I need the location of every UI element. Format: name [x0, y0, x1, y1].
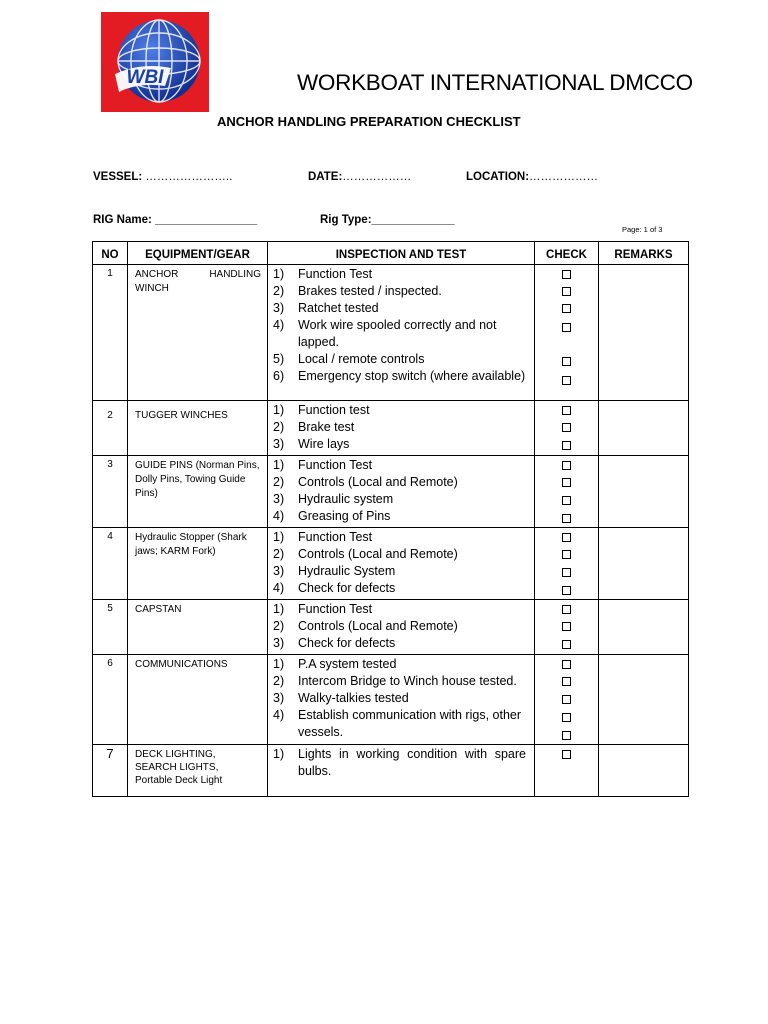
rig-name-value: ________________ [151, 214, 258, 226]
rig-type-field [320, 214, 455, 226]
step-item: 3) Check for defects [273, 636, 396, 650]
vessel-field [93, 171, 232, 183]
row-number: 3 [93, 456, 128, 528]
checkbox[interactable] [562, 695, 571, 704]
equipment-name: CAPSTAN [128, 600, 268, 655]
remarks-cell[interactable] [599, 528, 689, 600]
checkbox[interactable] [562, 622, 571, 631]
inspection-steps [268, 528, 535, 600]
checkbox[interactable] [562, 550, 571, 559]
row-number: 2 [93, 401, 128, 456]
equipment-name: TUGGER WINCHES [128, 401, 268, 456]
checkbox[interactable] [562, 533, 571, 542]
date-field [308, 171, 411, 183]
equipment-name: GUIDE PINS (Norman Pins, Dolly Pins, Towing Guide Pins) [128, 456, 268, 528]
equipment-name [128, 745, 268, 797]
step-item: 3) Hydraulic System [273, 564, 396, 578]
inspection-steps [268, 456, 535, 528]
step-item: 4) Greasing of Pins [273, 509, 391, 523]
remarks-cell[interactable] [599, 600, 689, 655]
step-item: 5) Local / remote controls [273, 352, 425, 366]
inspection-steps [268, 655, 535, 745]
company-logo [101, 12, 209, 112]
globe-icon [101, 12, 209, 112]
rig-type-value: :_____________ [367, 214, 455, 226]
equipment-name: Hydraulic Stopper (Shark jaws; KARM Fork) [128, 528, 268, 600]
step-item: 1) Function Test [273, 267, 373, 281]
step-item: 1) Function test [273, 403, 370, 417]
table-row [93, 265, 689, 401]
step-item: 2) Brake test [273, 420, 355, 434]
checkbox[interactable] [562, 750, 571, 759]
vessel-value: ………………….. [142, 171, 233, 183]
column-header-check: CHECK [535, 242, 599, 265]
step-item: 4) Establish communication with rigs, other vessels. [273, 708, 522, 739]
column-header-inspection: INSPECTION AND TEST [268, 242, 535, 265]
checkbox[interactable] [562, 270, 571, 279]
equipment-name: COMMUNICATIONS [128, 655, 268, 745]
checkbox[interactable] [562, 496, 571, 505]
row-number: 1 [93, 265, 128, 401]
column-header-remarks: REMARKS [599, 242, 689, 265]
checkbox[interactable] [562, 514, 571, 523]
rig-name-label: RIG Name: [93, 214, 152, 226]
rig-type-label: Rig Type [320, 214, 368, 226]
company-name: WORKBOAT INTERNATIONAL DMCCO [297, 70, 693, 95]
checkbox[interactable] [562, 568, 571, 577]
step-item: 3) Walky-talkies tested [273, 691, 409, 705]
step-item: 3) Ratchet tested [273, 301, 379, 315]
equipment-line: DECK LIGHTING, [135, 749, 216, 760]
checklist-table [92, 241, 689, 797]
check-cell [535, 655, 599, 745]
remarks-cell[interactable] [599, 745, 689, 797]
checkbox[interactable] [562, 287, 571, 296]
inspection-steps [268, 745, 535, 797]
date-value: ……………… [342, 171, 412, 183]
checkbox[interactable] [562, 304, 571, 313]
table-row [93, 456, 689, 528]
step-item: 1) Function Test [273, 458, 373, 472]
check-cell [535, 528, 599, 600]
step-item: 1) Function Test [273, 602, 373, 616]
step-item: 4) Check for defects [273, 581, 396, 595]
document-title: ANCHOR HANDLING PREPARATION CHECKLIST [217, 114, 521, 129]
step-item: 1) P.A system tested [273, 657, 397, 671]
svg-text:WBI: WBI [126, 67, 164, 88]
step-item: 1) Lights in working condition with spare bulbs. [273, 747, 526, 778]
checkbox[interactable] [562, 605, 571, 614]
equipment-name: ANCHOR HANDLING WINCH [128, 265, 268, 401]
check-cell [535, 456, 599, 528]
table-row [93, 401, 689, 456]
column-header-no: NO [93, 242, 128, 265]
checkbox[interactable] [562, 441, 571, 450]
table-row [93, 745, 689, 797]
date-label: DATE: [308, 171, 343, 183]
step-item: 2) Controls (Local and Remote) [273, 547, 458, 561]
check-cell [535, 265, 599, 401]
rig-name-field [93, 214, 257, 226]
step-item: 2) Intercom Bridge to Winch house tested. [273, 674, 517, 688]
checkbox[interactable] [562, 586, 571, 595]
location-field [466, 171, 598, 183]
equipment-line: Portable Deck Light [135, 775, 223, 786]
table-row [93, 600, 689, 655]
row-number: 5 [93, 600, 128, 655]
vessel-label: VESSEL: [93, 171, 143, 183]
checkbox[interactable] [562, 677, 571, 686]
table-header-row [93, 242, 689, 265]
checkbox[interactable] [562, 423, 571, 432]
location-value: ……………… [529, 171, 599, 183]
checkbox[interactable] [562, 406, 571, 415]
checkbox[interactable] [562, 731, 571, 740]
remarks-cell[interactable] [599, 401, 689, 456]
step-item: 2) Controls (Local and Remote) [273, 619, 458, 633]
table-row [93, 655, 689, 745]
remarks-cell[interactable] [599, 265, 689, 401]
inspection-steps [268, 401, 535, 456]
checkbox[interactable] [562, 640, 571, 649]
check-cell [535, 401, 599, 456]
row-number: 7 [93, 745, 128, 797]
column-header-equipment: EQUIPMENT/GEAR [128, 242, 268, 265]
equipment-line: SEARCH LIGHTS, [135, 762, 219, 773]
step-item: 3) Wire lays [273, 437, 350, 451]
step-item: 6) Emergency stop switch (where available) [273, 369, 526, 383]
check-cell [535, 600, 599, 655]
checkbox[interactable] [562, 323, 571, 332]
step-item: 4) Work wire spooled correctly and not lapped. [273, 318, 497, 349]
inspection-steps [268, 265, 535, 401]
location-label: LOCATION: [466, 171, 530, 183]
checkbox[interactable] [562, 713, 571, 722]
remarks-cell[interactable] [599, 456, 689, 528]
step-item: 2) Brakes tested / inspected. [273, 284, 442, 298]
step-item: 2) Controls (Local and Remote) [273, 475, 458, 489]
step-item: 3) Hydraulic system [273, 492, 394, 506]
remarks-cell[interactable] [599, 655, 689, 745]
row-number: 6 [93, 655, 128, 745]
step-item: 1) Function Test [273, 530, 373, 544]
inspection-steps [268, 600, 535, 655]
table-row [93, 528, 689, 600]
row-number: 4 [93, 528, 128, 600]
check-cell [535, 745, 599, 797]
page-indicator: Page: 1 of 3 [622, 225, 663, 234]
checkbox[interactable] [562, 478, 571, 487]
checkbox[interactable] [562, 376, 571, 385]
checkbox[interactable] [562, 357, 571, 366]
checkbox[interactable] [562, 660, 571, 669]
checkbox[interactable] [562, 461, 571, 470]
